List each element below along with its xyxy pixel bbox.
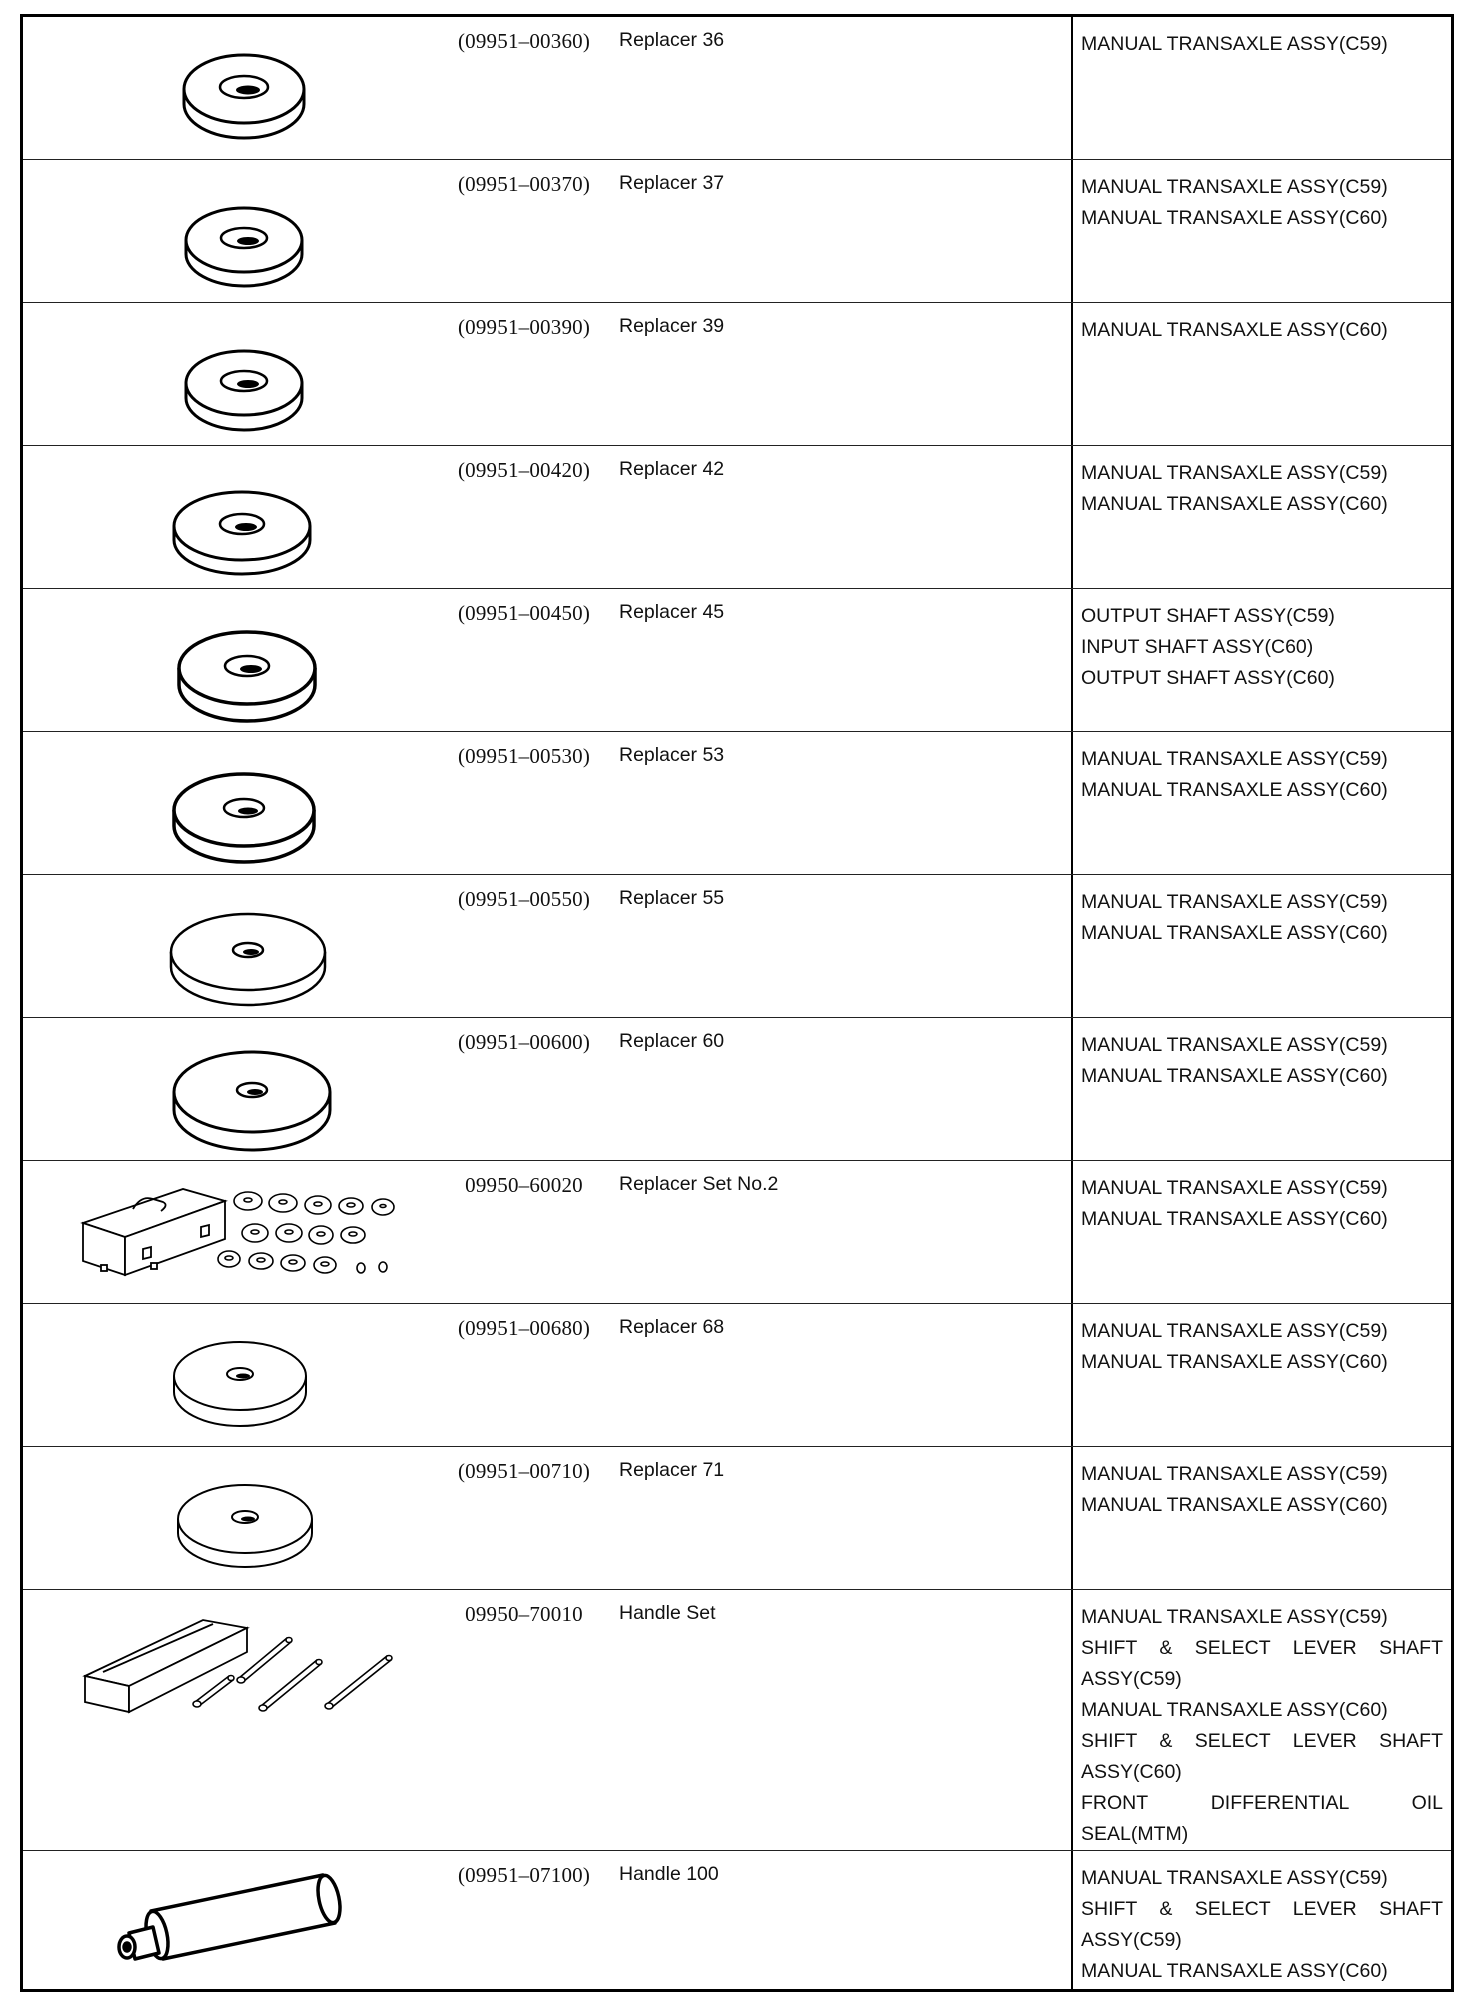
part-number: (09951–00600) [457,1030,591,1054]
disc-replacer-icon [43,164,423,294]
table-row [23,1851,1451,1989]
application-line: MANUAL TRANSAXLE ASSY(C60) [1081,1065,1388,1087]
table-row [23,1161,1451,1304]
replacer-set-case-icon [43,1165,423,1295]
sst-table [20,14,1454,1992]
part-number: (09951–00710) [457,1459,591,1483]
application-line: MANUAL TRANSAXLE ASSY(C59) [1081,748,1388,770]
tool-name: Replacer Set No.2 [619,1173,779,1195]
tool-name: Replacer 37 [619,172,725,194]
part-number: (09951–00360) [457,29,591,53]
application-line: MANUAL TRANSAXLE ASSY(C59) [1081,176,1388,198]
applications [1081,1030,1443,1092]
application-line: FRONT DIFFERENTIAL OIL [1081,1792,1443,1814]
application-line: MANUAL TRANSAXLE ASSY(C60) [1081,1208,1388,1230]
tool-name: Handle 100 [619,1863,719,1885]
tool-name: Replacer 53 [619,744,725,766]
applications [1081,315,1443,346]
table-row [23,1018,1451,1161]
application-line: MANUAL TRANSAXLE ASSY(C60) [1081,922,1388,944]
application-line: ASSY(C59) [1081,1668,1182,1690]
table-row [23,303,1451,446]
tool-name: Replacer 42 [619,458,725,480]
applications [1081,1316,1443,1378]
application-line: MANUAL TRANSAXLE ASSY(C59) [1081,33,1388,55]
table-row [23,446,1451,589]
applications [1081,1863,1443,1987]
part-number: (09951–00530) [457,744,591,768]
part-number: (09951–00450) [457,601,591,625]
table-row [23,1304,1451,1447]
disc-replacer-icon [43,1022,423,1152]
part-number: 09950–60020 [465,1173,583,1197]
disc-replacer-icon [43,450,423,580]
disc-replacer-icon [43,1451,423,1581]
part-number: (09951–00370) [457,172,591,196]
application-line: OUTPUT SHAFT ASSY(C59) [1081,605,1335,627]
part-number: (09951–00550) [457,887,591,911]
application-line: MANUAL TRANSAXLE ASSY(C60) [1081,1494,1388,1516]
applications [1081,601,1443,694]
tool-name: Replacer 55 [619,887,725,909]
handle-set-case-icon [43,1594,423,1734]
applications [1081,887,1443,949]
application-line: MANUAL TRANSAXLE ASSY(C59) [1081,1867,1388,1889]
applications [1081,458,1443,520]
application-line: SHIFT & SELECT LEVER SHAFT [1081,1898,1443,1920]
table-row [23,1590,1451,1851]
part-number: (09951–00420) [457,458,591,482]
application-line: OUTPUT SHAFT ASSY(C60) [1081,667,1335,689]
disc-replacer-icon [43,593,423,723]
application-line: MANUAL TRANSAXLE ASSY(C59) [1081,1463,1388,1485]
application-line: MANUAL TRANSAXLE ASSY(C60) [1081,207,1388,229]
disc-replacer-icon [43,21,423,151]
table-row [23,875,1451,1018]
application-line: MANUAL TRANSAXLE ASSY(C60) [1081,779,1388,801]
application-line: MANUAL TRANSAXLE ASSY(C59) [1081,1320,1388,1342]
application-line: MANUAL TRANSAXLE ASSY(C59) [1081,462,1388,484]
part-number: (09951–00390) [457,315,591,339]
part-number: (09951–07100) [457,1863,591,1887]
application-line: MANUAL TRANSAXLE ASSY(C60) [1081,1699,1388,1721]
tool-name: Replacer 36 [619,29,725,51]
handle-rod-icon [43,1855,423,1985]
application-line: MANUAL TRANSAXLE ASSY(C59) [1081,1034,1388,1056]
application-line: SEAL(MTM) [1081,1823,1189,1845]
application-line: INPUT SHAFT ASSY(C60) [1081,636,1314,658]
disc-replacer-icon [43,307,423,437]
disc-replacer-icon [43,879,423,1009]
tool-name: Replacer 60 [619,1030,725,1052]
application-line: MANUAL TRANSAXLE ASSY(C60) [1081,1960,1388,1982]
application-line: MANUAL TRANSAXLE ASSY(C59) [1081,1177,1388,1199]
application-line: MANUAL TRANSAXLE ASSY(C59) [1081,891,1388,913]
application-line: SHIFT & SELECT LEVER SHAFT [1081,1730,1443,1752]
tool-name: Handle Set [619,1602,716,1624]
application-line: ASSY(C60) [1081,1761,1182,1783]
applications [1081,172,1443,234]
table-row [23,732,1451,875]
applications [1081,744,1443,806]
applications [1081,1602,1443,1850]
applications [1081,1459,1443,1521]
part-number: (09951–00680) [457,1316,591,1340]
table-row [23,17,1451,160]
application-line: ASSY(C59) [1081,1929,1182,1951]
tool-name: Replacer 68 [619,1316,725,1338]
application-line: MANUAL TRANSAXLE ASSY(C60) [1081,493,1388,515]
disc-replacer-icon [43,736,423,866]
application-line: MANUAL TRANSAXLE ASSY(C60) [1081,1351,1388,1373]
applications [1081,1173,1443,1235]
tool-name: Replacer 45 [619,601,725,623]
application-line: MANUAL TRANSAXLE ASSY(C59) [1081,1606,1388,1628]
application-line: MANUAL TRANSAXLE ASSY(C60) [1081,319,1388,341]
table-row [23,1447,1451,1590]
applications [1081,29,1443,60]
application-line: SHIFT & SELECT LEVER SHAFT [1081,1637,1443,1659]
table-row [23,160,1451,303]
disc-replacer-icon [43,1308,423,1438]
tool-name: Replacer 39 [619,315,725,337]
table-row [23,589,1451,732]
part-number: 09950–70010 [465,1602,583,1626]
tool-name: Replacer 71 [619,1459,725,1481]
